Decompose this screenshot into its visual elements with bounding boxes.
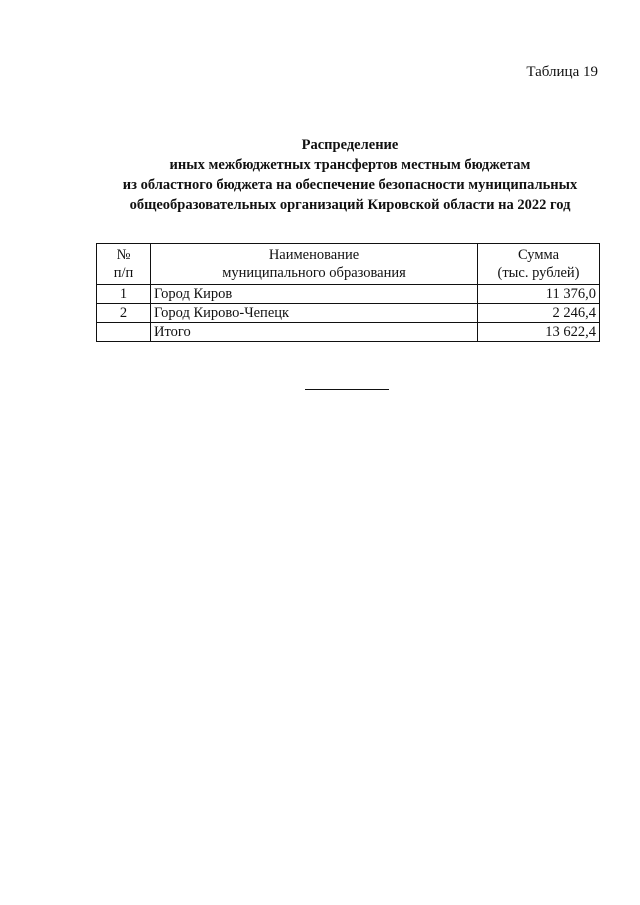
row-sum: 11 376,0 [478, 285, 600, 304]
end-divider-line [305, 389, 389, 390]
total-label: Итого [151, 323, 478, 342]
title-line: иных межбюджетных трансфертов местным бюджетам [169, 157, 531, 173]
header-num: № п/п [97, 244, 151, 285]
row-name: Город Киров [151, 285, 478, 304]
table-number-label: Таблица 19 [526, 64, 598, 80]
table-total-row [97, 323, 600, 342]
total-num [97, 323, 151, 342]
row-sum: 2 246,4 [478, 304, 600, 323]
table-row [97, 304, 600, 323]
total-sum: 13 622,4 [478, 323, 600, 342]
header-name: Наименование муниципального образования [151, 244, 478, 285]
table-header-row [97, 244, 600, 285]
distribution-table [96, 243, 600, 342]
table-row [97, 285, 600, 304]
document-title [90, 135, 610, 215]
title-line: из областного бюджета на обеспечение безопасности муниципальных [122, 177, 578, 193]
row-num: 2 [97, 304, 151, 323]
row-name: Город Кирово-Чепецк [151, 304, 478, 323]
header-sum: Сумма (тыс. рублей) [478, 244, 600, 285]
row-num: 1 [97, 285, 151, 304]
title-line: Распределение [301, 137, 399, 153]
title-line: общеобразовательных организаций Кировской области на 2022 год [129, 197, 571, 213]
